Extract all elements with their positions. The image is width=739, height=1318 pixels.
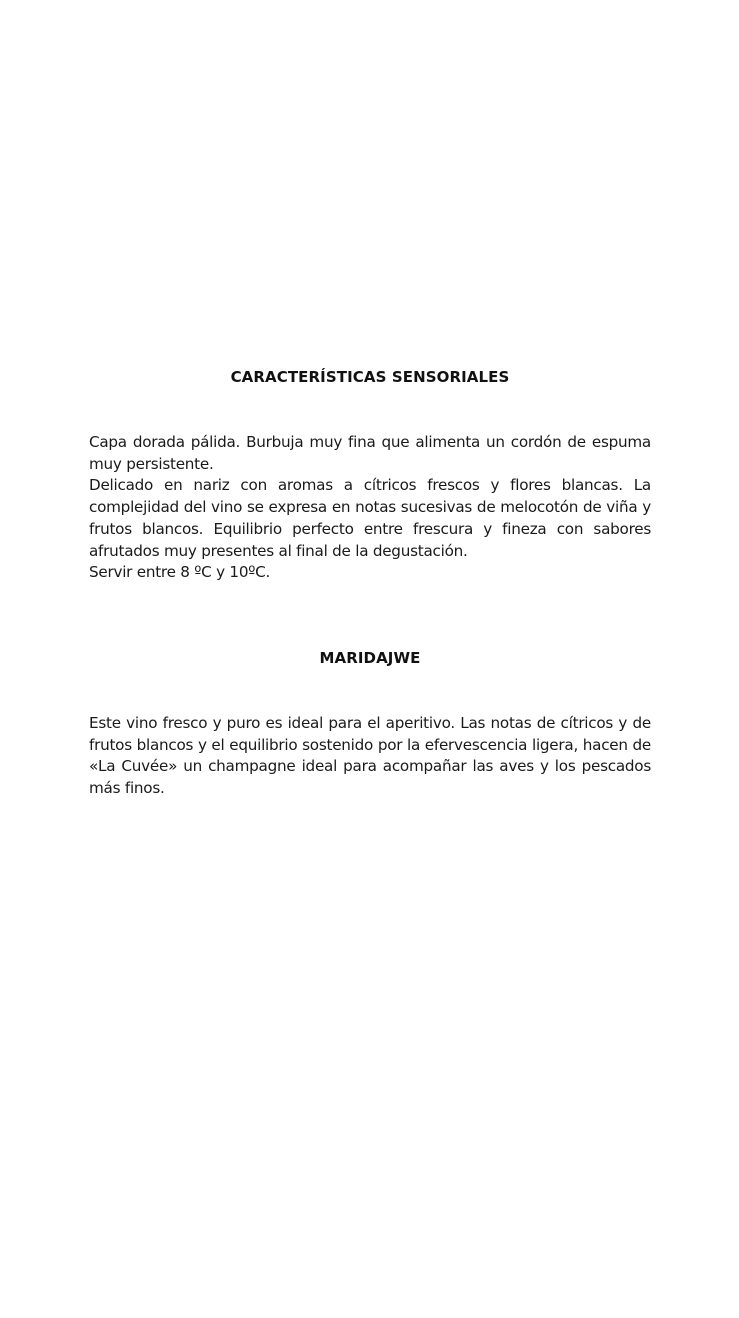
sensory-heading: CARACTERÍSTICAS SENSORIALES [230, 368, 510, 386]
pairing-heading: MARIDAJWE [319, 649, 421, 667]
pairing-description [89, 713, 651, 800]
sensory-section-header [89, 368, 651, 386]
pairing-section-header [89, 649, 651, 667]
sensory-paragraph-serving: Servir entre 8 ºC y 10ºC. [89, 563, 271, 582]
sensory-section-body [89, 432, 651, 584]
sensory-paragraph-aroma: Delicado en nariz con aromas a cítricos frescos y flores blancas. La complejidad del vino se expresa en notas sucesivas de melocotón de viña y frutos blancos. Equilibrio perfecto entre frescura y fineza con sabores afrutados muy presentes al final de la degustación. [89, 476, 651, 560]
pairing-paragraph: Este vino fresco y puro es ideal para el aperitivo. Las notas de cítricos y de frutos blancos y el equilibrio sostenido por la efervescencia ligera, hacen de «La Cuvée» un champagne ideal para acompañar las aves y los pescados más finos. [89, 714, 651, 798]
sensory-paragraph-appearance: Capa dorada pálida. Burbuja muy fina que alimenta un cordón de espuma muy persistente. [89, 433, 651, 473]
sensory-description [89, 432, 651, 584]
pairing-section-body [89, 713, 651, 800]
